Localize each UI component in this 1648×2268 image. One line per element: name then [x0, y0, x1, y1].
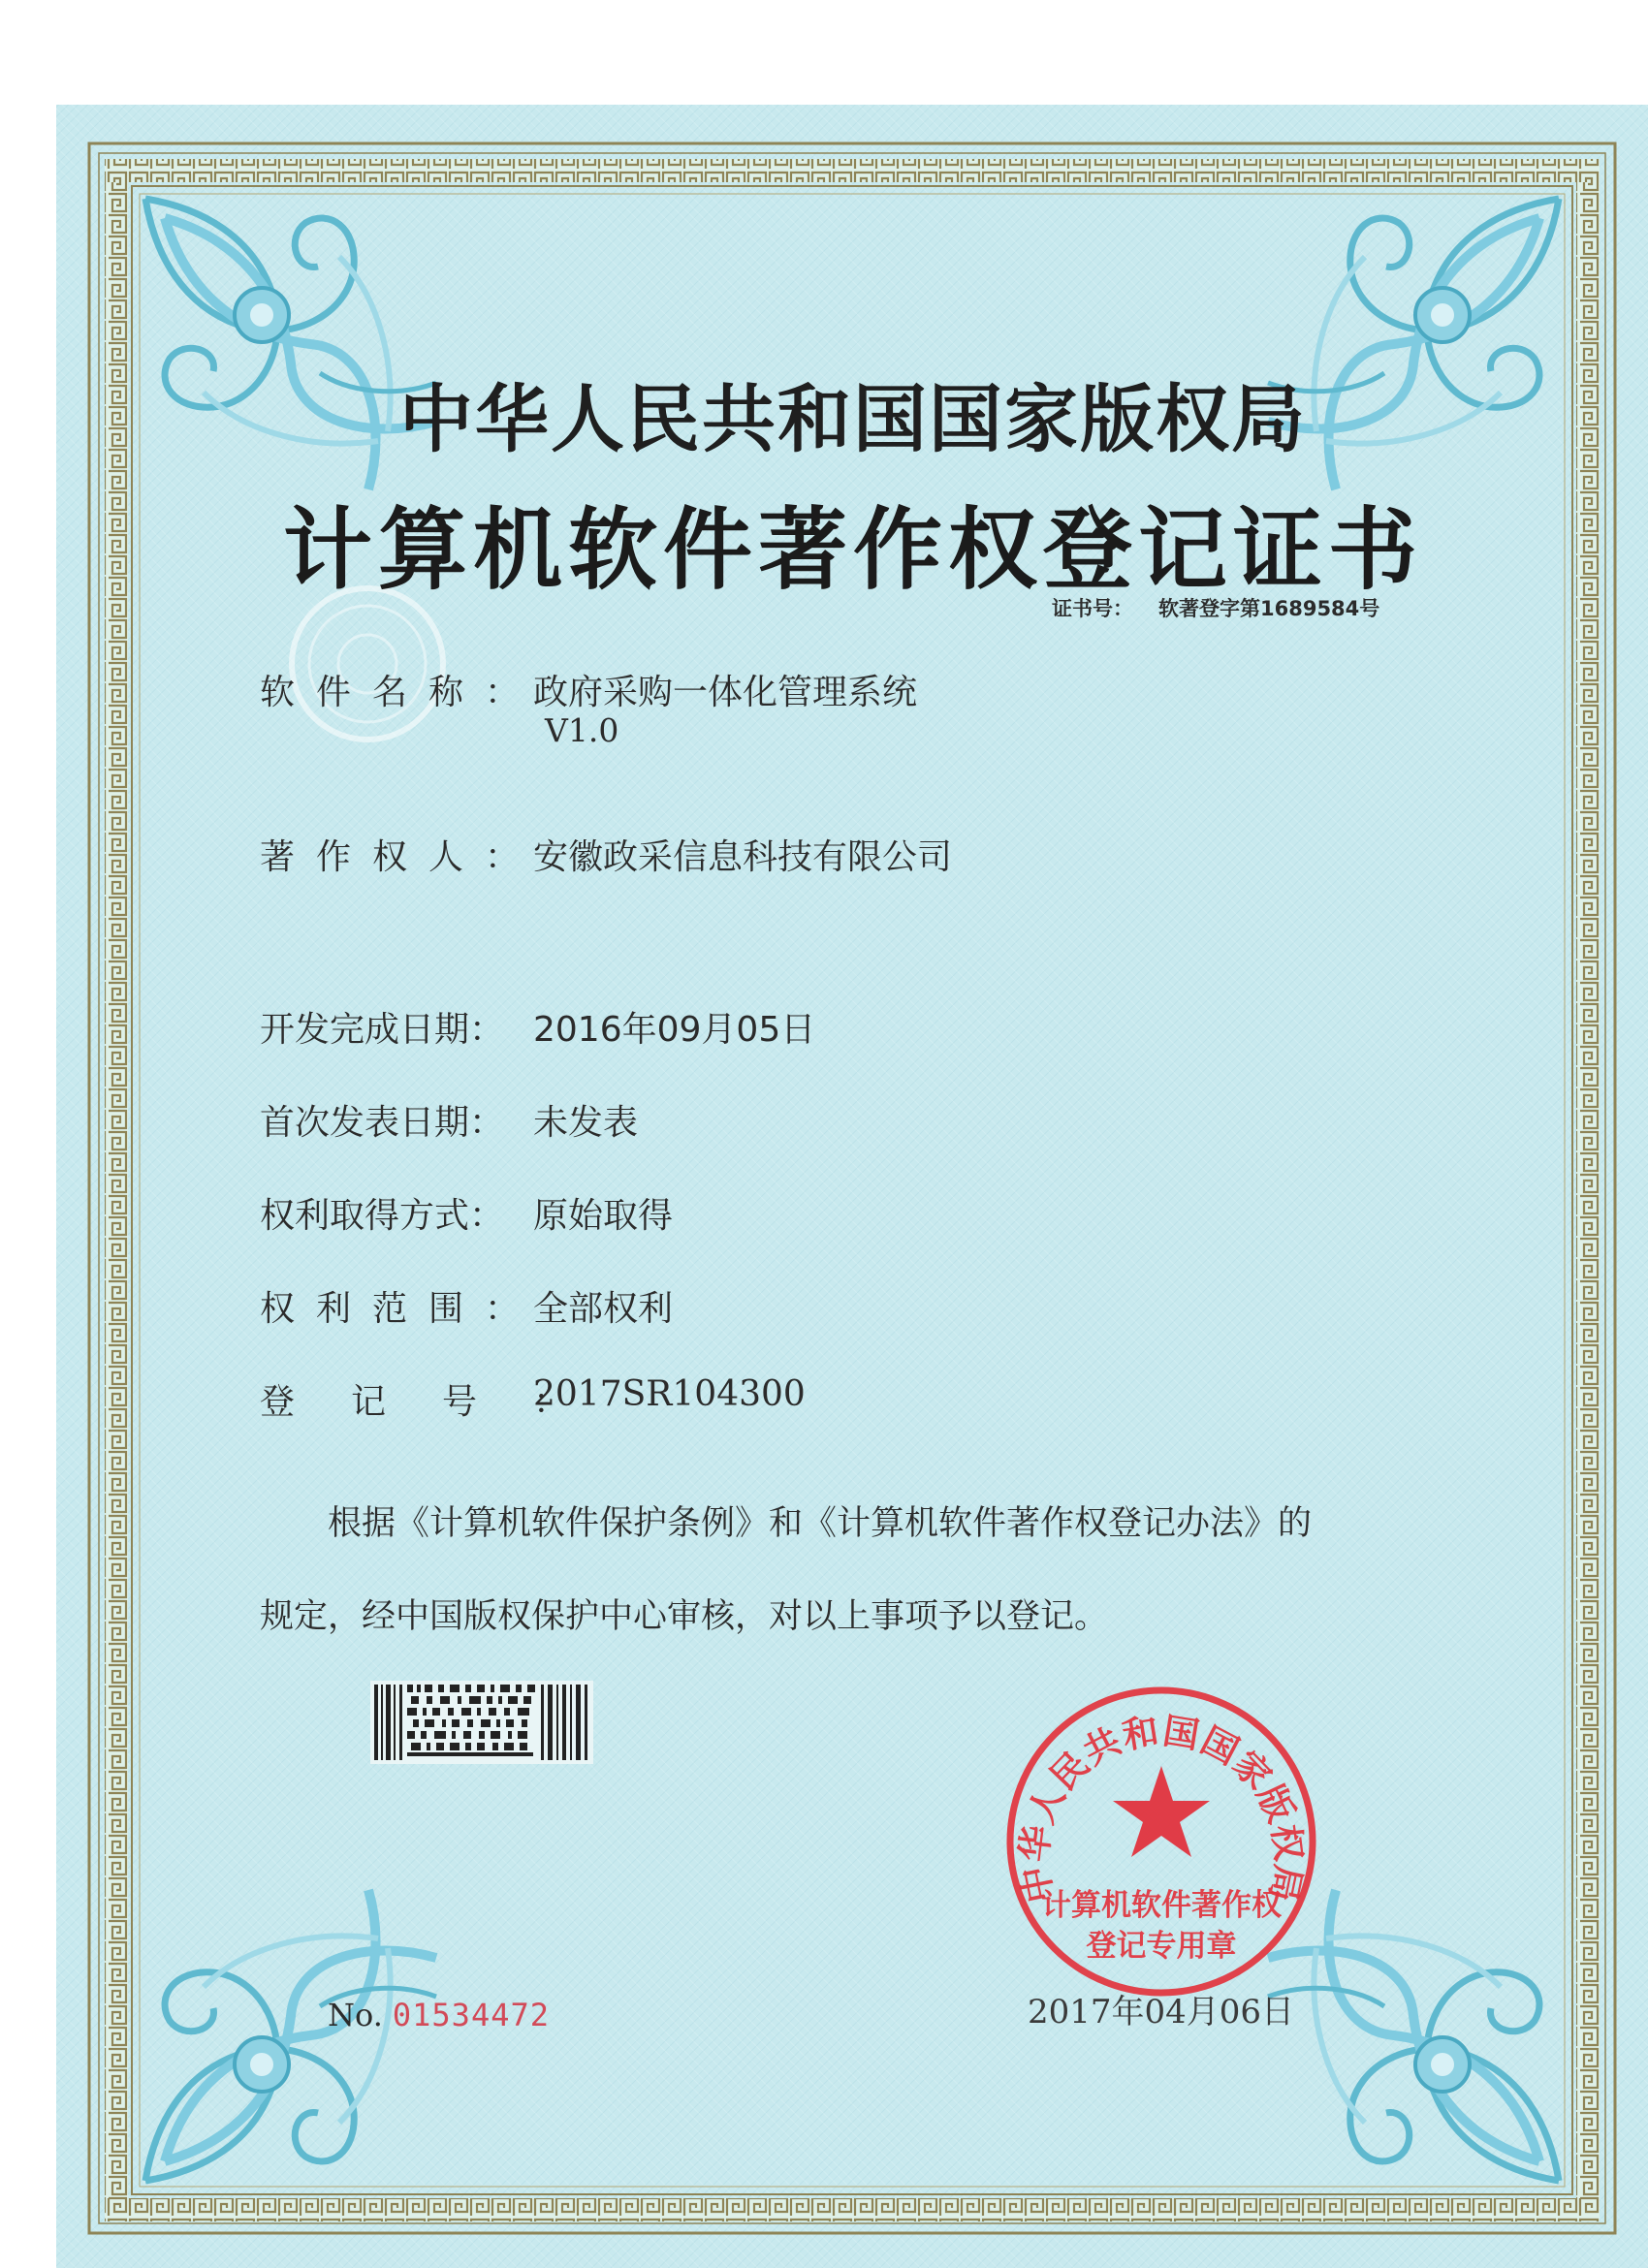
field-label: 软件名称： [260, 673, 542, 712]
field-software-name [260, 665, 917, 714]
svg-text:中华人民共和国国家版权局: 中华人民共和国国家版权局 [1012, 1710, 1311, 1906]
software-version: V1.0 [545, 711, 619, 749]
serial-label: No. [328, 1997, 383, 2033]
field-value: 2017SR104300 [533, 1374, 806, 1414]
field-value: 未发表 [533, 1103, 639, 1143]
certificate-title: 计算机软件著作权登记证书 [282, 498, 1423, 602]
certificate-number-label: 证书号： [1052, 597, 1133, 620]
field-copyright-owner [260, 830, 952, 879]
official-seal [997, 1677, 1326, 2006]
statement-line-1: 根据《计算机软件保护条例》和《计算机软件著作权登记办法》的 [328, 1504, 1313, 1543]
field-value: 2016年09月05日 [533, 1010, 816, 1050]
field-rights-scope [260, 1281, 673, 1331]
field-label: 登记号： [260, 1382, 625, 1422]
field-first-publish-date [260, 1095, 638, 1145]
certificate-number [1052, 593, 1379, 622]
svg-text:登记专用章: 登记专用章 [1086, 1929, 1237, 1964]
field-label: 著作权人： [260, 837, 542, 877]
field-label: 权利取得方式： [260, 1196, 505, 1236]
field-acquisition-method [260, 1188, 673, 1238]
serial-value: 01534472 [392, 1997, 550, 2033]
field-registration-number [260, 1374, 806, 1424]
field-value: 安徽政采信息科技有限公司 [533, 837, 953, 877]
serial-number [328, 1997, 550, 2033]
certificate-number-value: 软著登字第1689584号 [1158, 597, 1380, 620]
barcode [370, 1681, 593, 1764]
field-label: 开发完成日期： [260, 1010, 505, 1050]
statement-line-2: 规定，经中国版权保护中心审核，对以上事项予以登记。 [260, 1597, 1109, 1636]
field-value: 政府采购一体化管理系统 [533, 673, 918, 712]
field-dev-complete-date [260, 1002, 815, 1052]
agency-title: 中华人民共和国国家版权局 [399, 376, 1307, 462]
field-value: 全部权利 [533, 1289, 674, 1329]
svg-text:计算机软件著作权: 计算机软件著作权 [1041, 1888, 1282, 1923]
issue-date: 2017年04月06日 [1028, 1993, 1295, 2032]
field-value: 原始取得 [533, 1196, 674, 1236]
field-label: 权利范围： [260, 1289, 542, 1329]
field-label: 首次发表日期： [260, 1103, 505, 1143]
